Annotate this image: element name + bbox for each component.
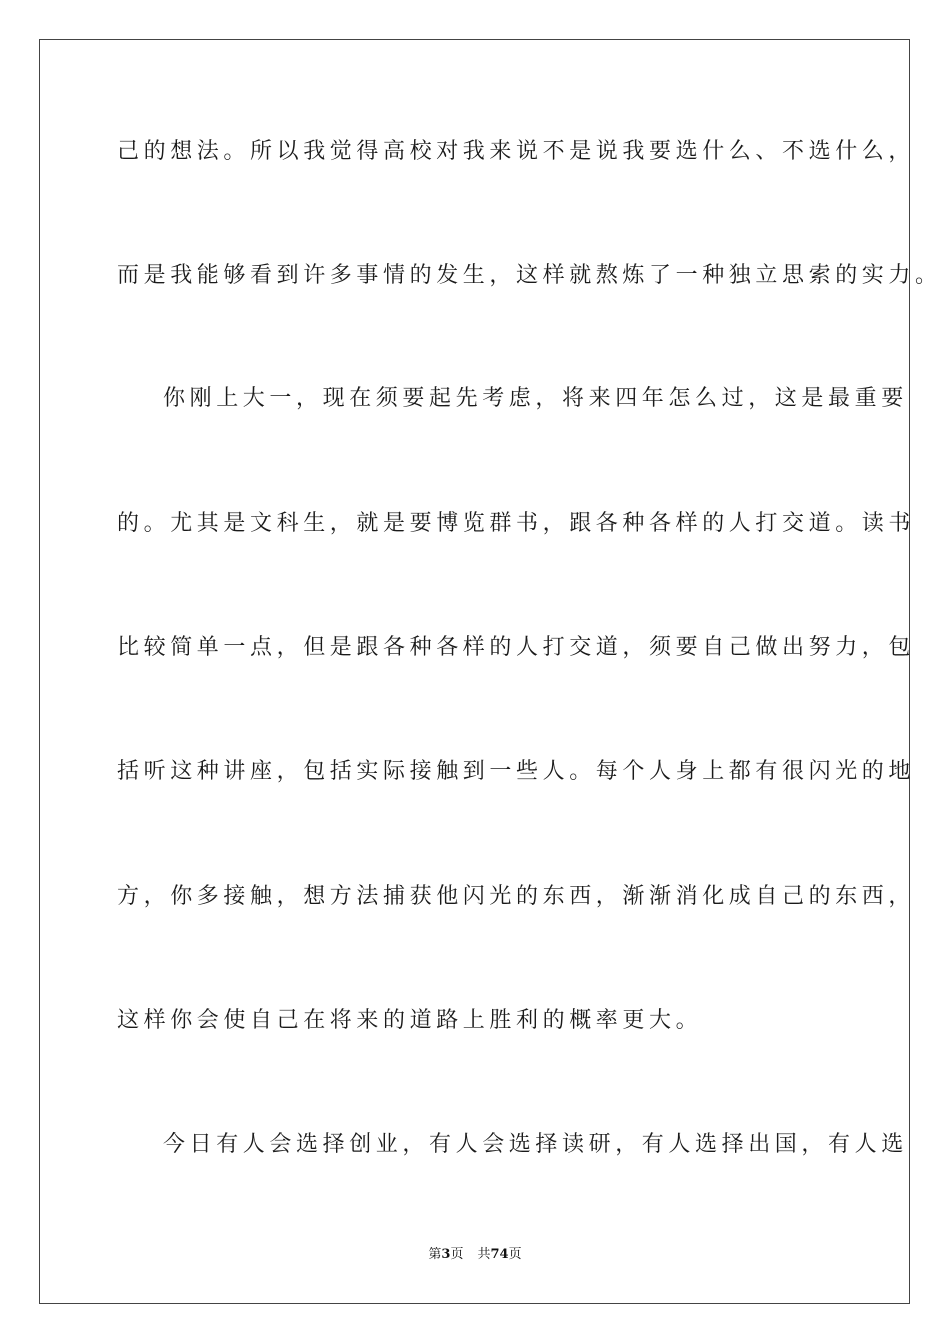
body-line-6: 括听这种讲座，包括实际接触到一些人。每个人身上都有很闪光的地 <box>117 759 916 784</box>
body-line-4: 的。尤其是文科生，就是要博览群书，跟各种各样的人打交道。读书 <box>117 511 916 536</box>
page-footer <box>0 1246 950 1264</box>
body-line-5: 比较简单一点，但是跟各种各样的人打交道，须要自己做出努力，包 <box>117 635 916 660</box>
footer-total-prefix: 共 <box>477 1247 491 1262</box>
body-line-1: 己的想法。所以我觉得高校对我来说不是说我要选什么、不选什么， <box>117 139 916 164</box>
footer-page-current: 3 <box>441 1247 451 1262</box>
footer-page-prefix: 第 <box>428 1247 442 1262</box>
body-line-9-paragraph-start: 今日有人会选择创业，有人会选择读研，有人选择出国，有人选 <box>163 1132 908 1157</box>
footer-page-suffix: 页 <box>450 1247 464 1262</box>
page-border <box>39 39 942 1304</box>
body-line-3-paragraph-start: 你刚上大一，现在须要起先考虑，将来四年怎么过，这是最重要 <box>163 386 908 411</box>
footer-page-total: 74 <box>490 1247 509 1262</box>
body-line-2: 而是我能够看到许多事情的发生，这样就熬炼了一种独立思索的实力。 <box>117 263 942 288</box>
body-line-7: 方，你多接触，想方法捕获他闪光的东西，渐渐消化成自己的东西， <box>117 884 916 909</box>
body-line-8: 这样你会使自己在将来的道路上胜利的概率更大。 <box>117 1008 703 1033</box>
footer-total-suffix: 页 <box>508 1247 522 1262</box>
